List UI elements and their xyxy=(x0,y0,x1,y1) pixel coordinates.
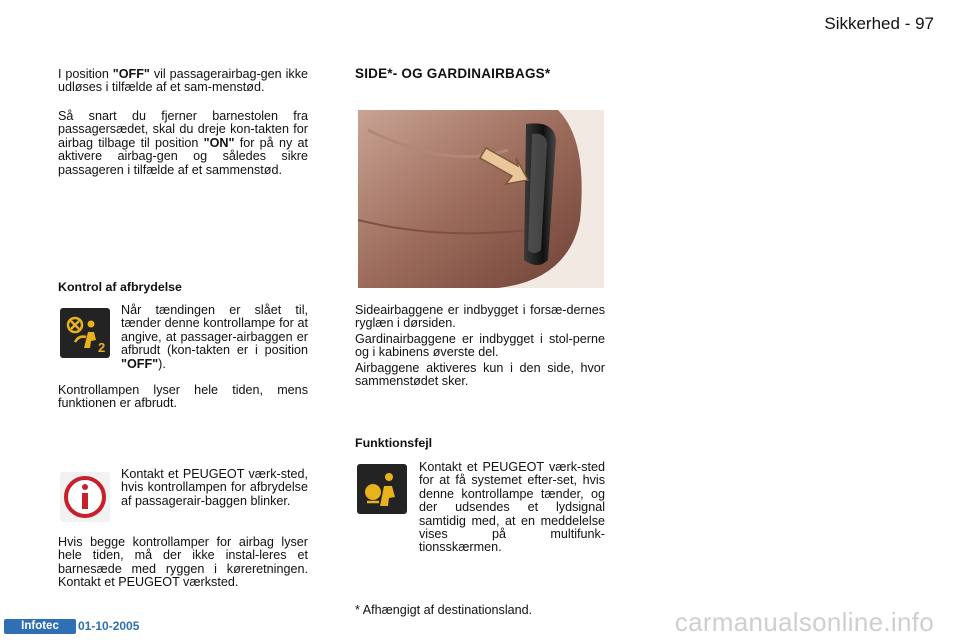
off-label: "OFF" xyxy=(121,356,159,371)
watermark: carmanualsonline.info xyxy=(674,607,934,637)
paragraph-off-position xyxy=(58,68,308,95)
info-description: Kontakt et PEUGEOT værk-sted, hvis kontrollampen for afbrydelse af passagerair-baggen blinker. xyxy=(121,467,308,508)
text: Når tændingen er slået til, tænder denne kontrollampe for at angive, at passager-airbaggen er afbrudt (kon-takten er i position xyxy=(121,303,308,358)
info-warning-icon xyxy=(60,472,110,522)
airbag-off-warning-icon xyxy=(60,308,110,358)
text: Så snart du fjerner barnestolen fra passagersædet, skal du dreje kon-takten for airbag tilbage til position xyxy=(58,109,308,150)
page-header xyxy=(824,14,934,34)
off-label: "OFF" xyxy=(112,67,150,81)
edition-date: 01-10-2005 xyxy=(78,619,140,633)
fault-heading: Funktionsfejl xyxy=(355,436,433,450)
seat-airbag-photo xyxy=(358,110,604,288)
kontrol-heading: Kontrol af afbrydelse xyxy=(58,280,182,294)
fault-description: Kontakt et PEUGEOT værk-sted for at få systemet efter-set, hvis denne kontrollampe tænder, og der udsendes et lydsignal samtidig med, at en meddelelse vises på multifunk-tionsskærmen. xyxy=(419,460,605,555)
text: I position xyxy=(58,67,113,81)
side-airbag-text-2: Gardinairbaggene er indbygget i stol-perne og i kabinens øverste del. xyxy=(355,332,605,360)
final-paragraph: Hvis begge kontrollamper for airbag lyser hele tiden, må der ikke instal-leres et barnesæde med ryggen i køreretningen. Kontakt et PEUGEOT værksted. xyxy=(58,535,308,590)
section-title: Sikkerhed xyxy=(824,14,900,33)
text: vil passagerairbag-gen ikke udløses i tilfælde af et sam-menstød. xyxy=(58,67,309,95)
svg-text:2: 2 xyxy=(98,340,106,355)
footnote: * Afhængigt af destinationsland. xyxy=(355,603,533,617)
header-separator: - xyxy=(899,14,916,33)
side-airbag-text-1: Sideairbaggene er indbygget i forsæ-dernes ryglæn i dørsiden. xyxy=(355,303,605,331)
infotec-logo: Infotec xyxy=(4,619,76,634)
paragraph-remove-child-seat xyxy=(58,110,308,177)
lamp-constant-text: Kontrollampen lyser hele tiden, mens funktionen er afbrudt. xyxy=(58,383,308,411)
side-airbag-text-3: Airbaggene aktiveres kun i den side, hvor sammenstødet sker. xyxy=(355,361,605,389)
text: ). xyxy=(158,356,166,371)
on-label: "ON" xyxy=(203,135,235,150)
page-number: 97 xyxy=(915,14,934,33)
airbag-fault-warning-icon xyxy=(357,464,407,514)
side-airbags-heading: SIDE*- OG GARDINAIRBAGS* xyxy=(355,66,551,81)
text: for på ny at aktivere airbag-gen og således sikre passageren i tilfælde af et sammenstød. xyxy=(58,135,308,177)
kontrol-description xyxy=(121,304,308,371)
